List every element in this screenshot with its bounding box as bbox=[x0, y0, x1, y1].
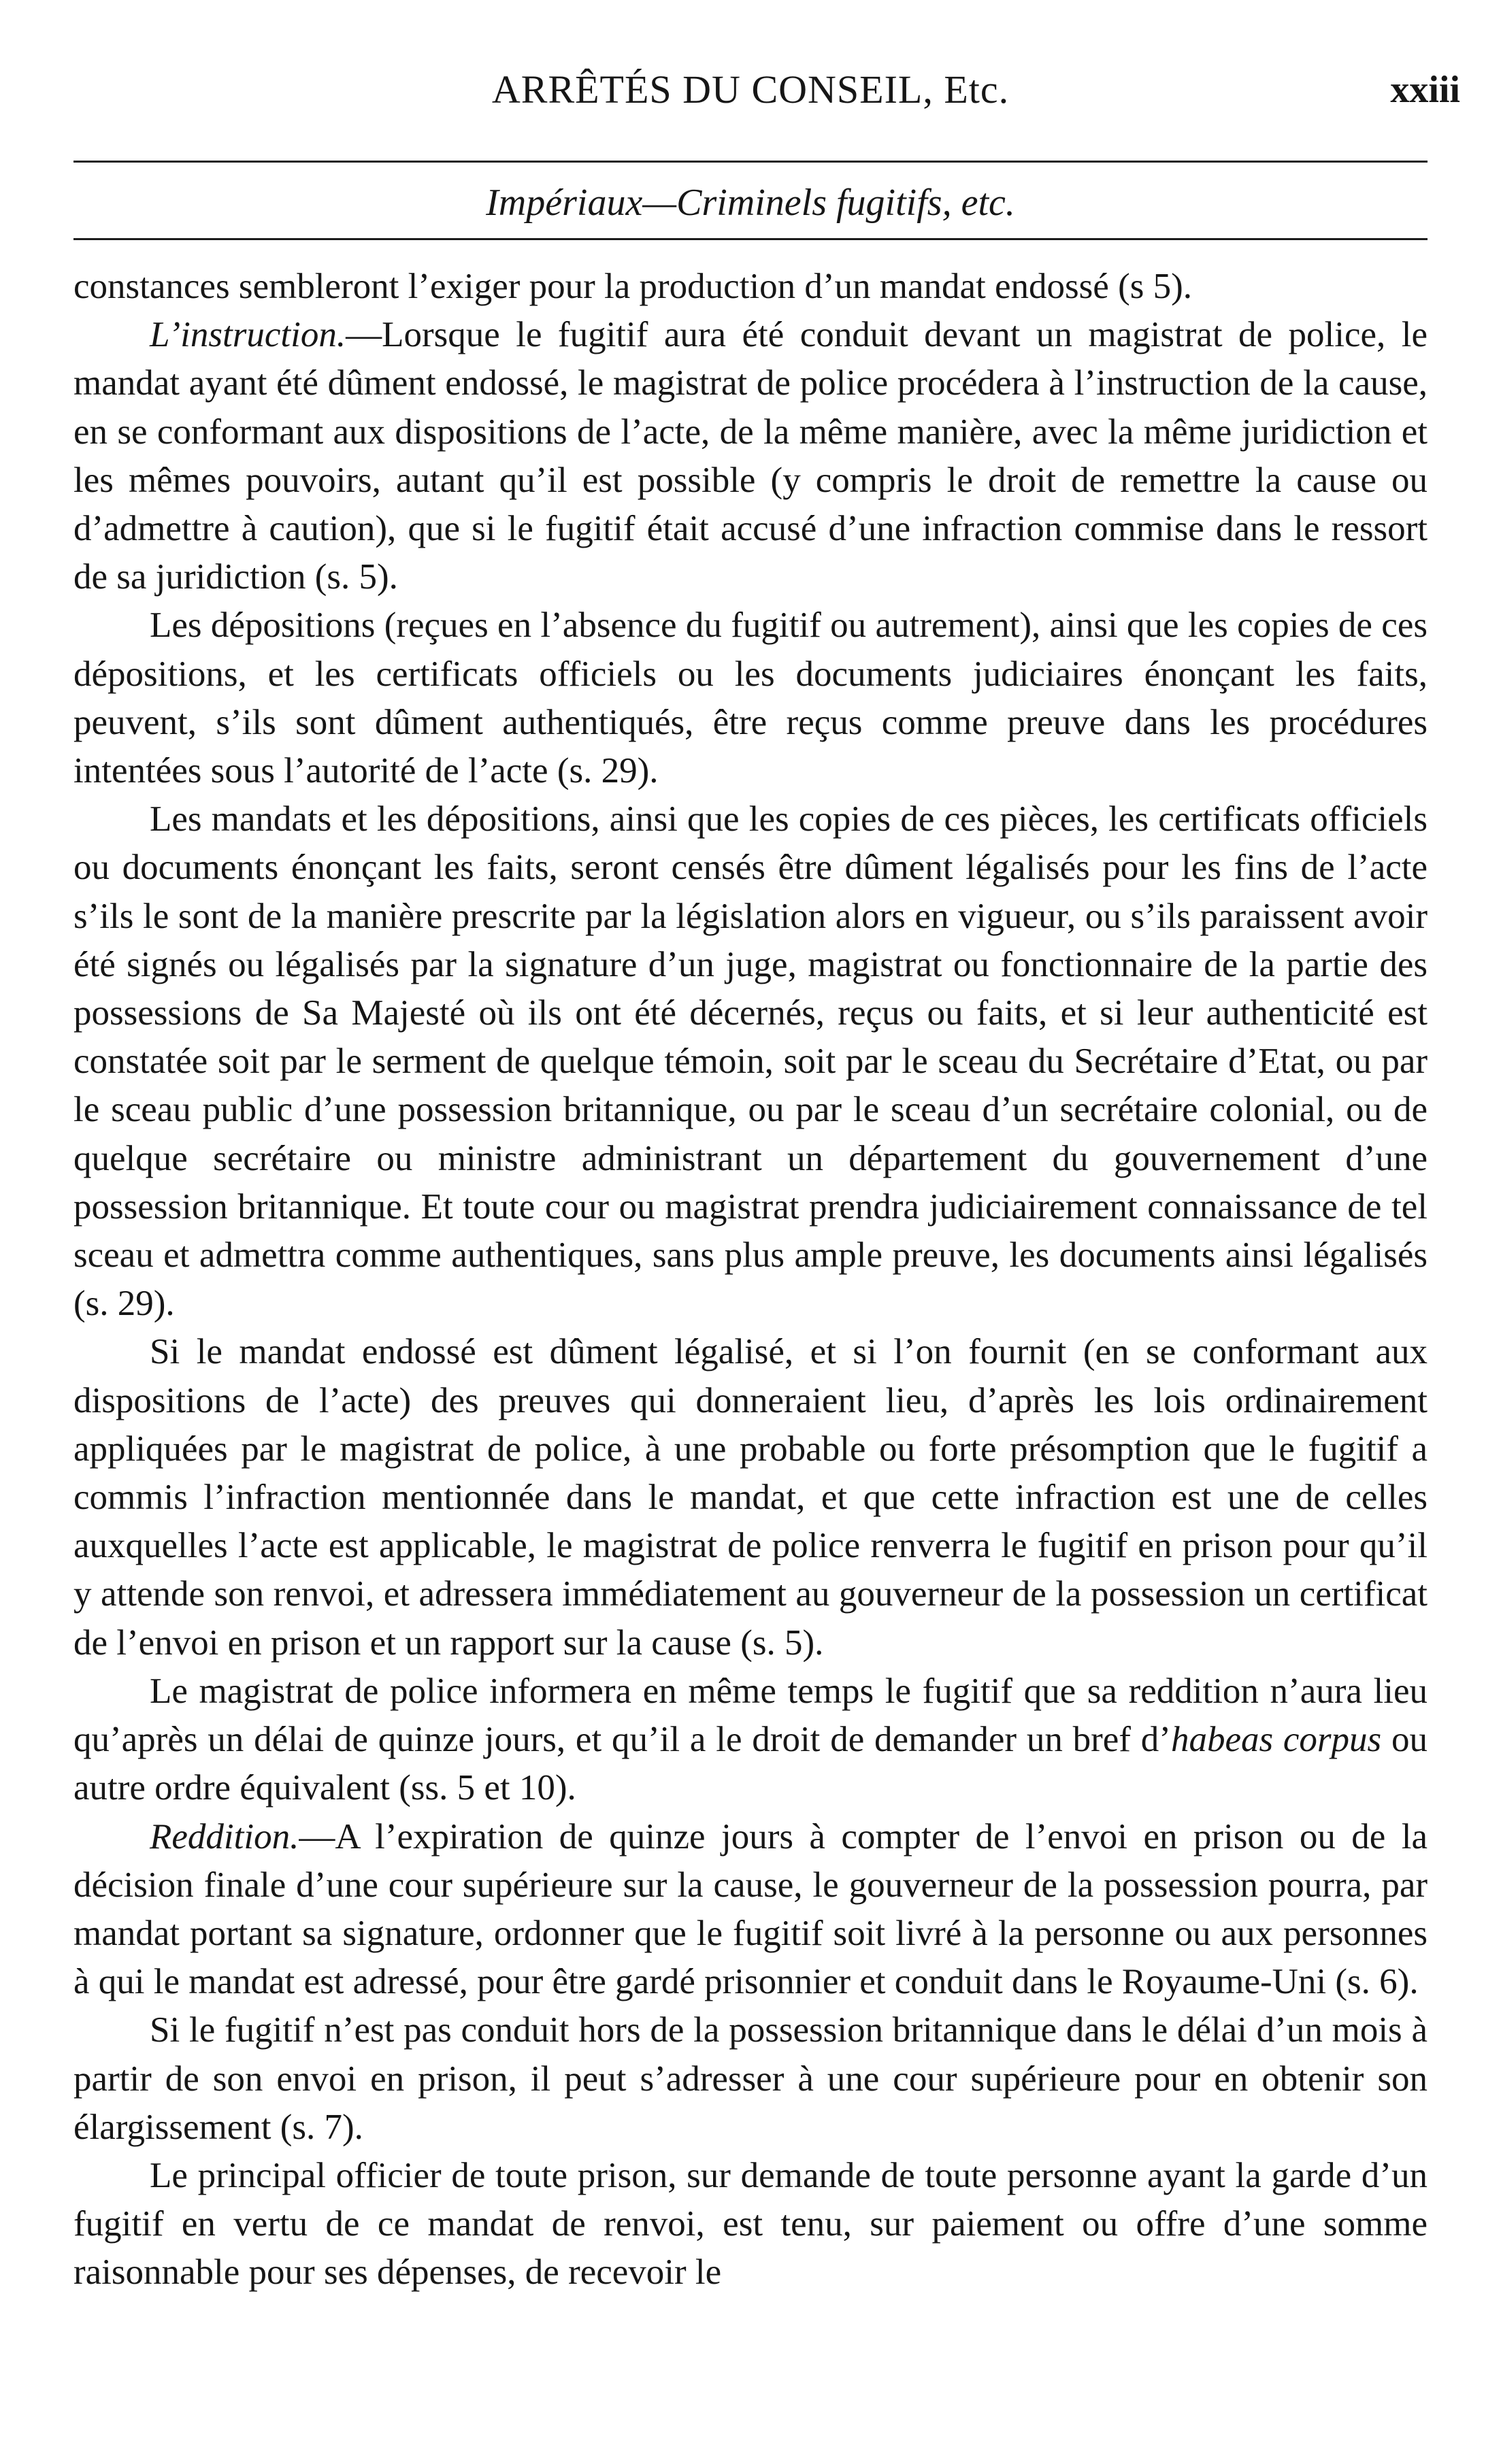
paragraph bbox=[73, 2006, 1428, 2152]
paragraph bbox=[73, 1328, 1428, 1667]
body-text bbox=[73, 263, 1428, 2297]
paragraph bbox=[73, 2152, 1428, 2297]
paragraph bbox=[73, 263, 1428, 311]
header-rule-top bbox=[73, 161, 1428, 163]
paragraph-text: Le magistrat de police informera en même temps le fugitif que sa reddition n’aura lieu qu’après un délai de quinze jours, et qu’il a le droit de demander un bref d’ bbox=[73, 1671, 1428, 1760]
paragraph bbox=[73, 1667, 1428, 1813]
running-title: ARRÊTÉS DU CONSEIL, Etc. bbox=[491, 67, 1010, 112]
sidehead-instruction: L’instruction. bbox=[150, 315, 346, 355]
paragraph-text: Si le mandat endossé est dûment légalisé, et si l’on fournit (en se conformant aux dispositions de l’acte) des preuves qui donneraient lieu, d’après les lois ordinairement appliquées par le magistrat de police, à une probable ou forte présomption que le fugitif a commis l’infraction mentionnée dans le mandat, et que cette infraction est une de celles auxquelles l’acte est applicable, le magistrat de police renverra le fugitif en prison pour qu’il y attende son renvoi, et adressera immédiatement au gouverneur de la possession un certificat de l’envoi en prison et un rapport sur la cause (s. 5). bbox=[73, 1332, 1428, 1663]
paragraph-text: Si le fugitif n’est pas conduit hors de la possession britannique dans le délai d’un mois à partir de son envoi en prison, il peut s’adresser à une cour supérieure pour en obtenir son élargissement (s. 7). bbox=[73, 2010, 1428, 2147]
page-number: xxiii bbox=[1390, 69, 1460, 111]
habeas-corpus-term: habeas corpus bbox=[1170, 1720, 1382, 1760]
paragraph-text: Les dépositions (reçues en l’absence du fugitif ou autrement), ainsi que les copies de ces dépositions, et les certificats officiels ou les documents judiciaires énonçant les faits, peuvent, s’ils sont dûment authentiqués, être reçus comme preuve dans les procédures intentées sous l’autorité de l’acte (s. 29). bbox=[73, 605, 1428, 791]
section-title: Impériaux—Criminels fugitifs, etc. bbox=[486, 182, 1015, 224]
header-rule-bottom bbox=[73, 238, 1428, 240]
paragraph bbox=[73, 1813, 1428, 2007]
sidehead-reddition: Reddition. bbox=[150, 1816, 299, 1857]
paragraph-text: Les mandats et les dépositions, ainsi que les copies de ces pièces, les certificats officiels ou documents énonçant les faits, seront censés être dûment légalisés pour les fins de l’acte s’ils le sont de la manière prescrite par la législation alors en vigueur, ou s’ils paraissent avoir été signés ou légalisés par la signature d’un juge, magistrat ou fonctionnaire de la partie des possessions de Sa Majesté où ils ont été décernés, reçus ou faits, et si leur authenticité est constatée soit par le serment de quelque témoin, soit par le sceau du Secrétaire d’Etat, ou par le sceau public d’une possession britannique, ou par le sceau d’un secrétaire colonial, ou de quelque secrétaire ou ministre administrant un département du gouvernement d’une possession britannique. Et toute cour ou magistrat prendra judiciairement connaissance de tel sceau et admettra comme authentiques, sans plus ample preuve, les documents ainsi légalisés (s. 29). bbox=[73, 799, 1428, 1324]
paragraph-text: constances sembleront l’exiger pour la production d’un mandat endossé (s 5). bbox=[73, 267, 1193, 306]
paragraph bbox=[73, 311, 1428, 601]
paragraph-text: —Lorsque le fugitif aura été conduit devant un magistrat de police, le mandat ayant été dûment endossé, le magistrat de police procédera à l’instruction de la cause, en se conformant aux dispositions de l’acte, de la même manière, avec la même juridiction et les mêmes pouvoirs, autant qu’il est possible (y compris le droit de remettre la cause ou d’admettre à caution), que si le fugitif était accusé d’une infraction commise dans le ressort de sa juridiction (s. 5). bbox=[73, 315, 1428, 597]
paragraph bbox=[73, 795, 1428, 1328]
paragraph-text: ou autre ordre équivalent (ss. 5 et 10). bbox=[73, 1720, 1428, 1808]
paragraph-text: —A l’expiration de quinze jours à compter de l’envoi en prison ou de la décision finale d’une cour supérieure sur la cause, le gouverneur de la possession pourra, par mandat portant sa signature, ordonner que le fugitif soit livré à la personne ou aux personnes à qui le mandat est adressé, pour être gardé prisonnier et conduit dans le Royaume-Uni (s. 6). bbox=[73, 1816, 1428, 2002]
paragraph bbox=[73, 601, 1428, 795]
paragraph-text: Le principal officier de toute prison, sur demande de toute personne ayant la garde d’un fugitif en vertu de ce mandat de renvoi, est tenu, sur paiement ou offre d’une somme raisonnable pour ses dépenses, de recevoir le bbox=[73, 2155, 1428, 2293]
